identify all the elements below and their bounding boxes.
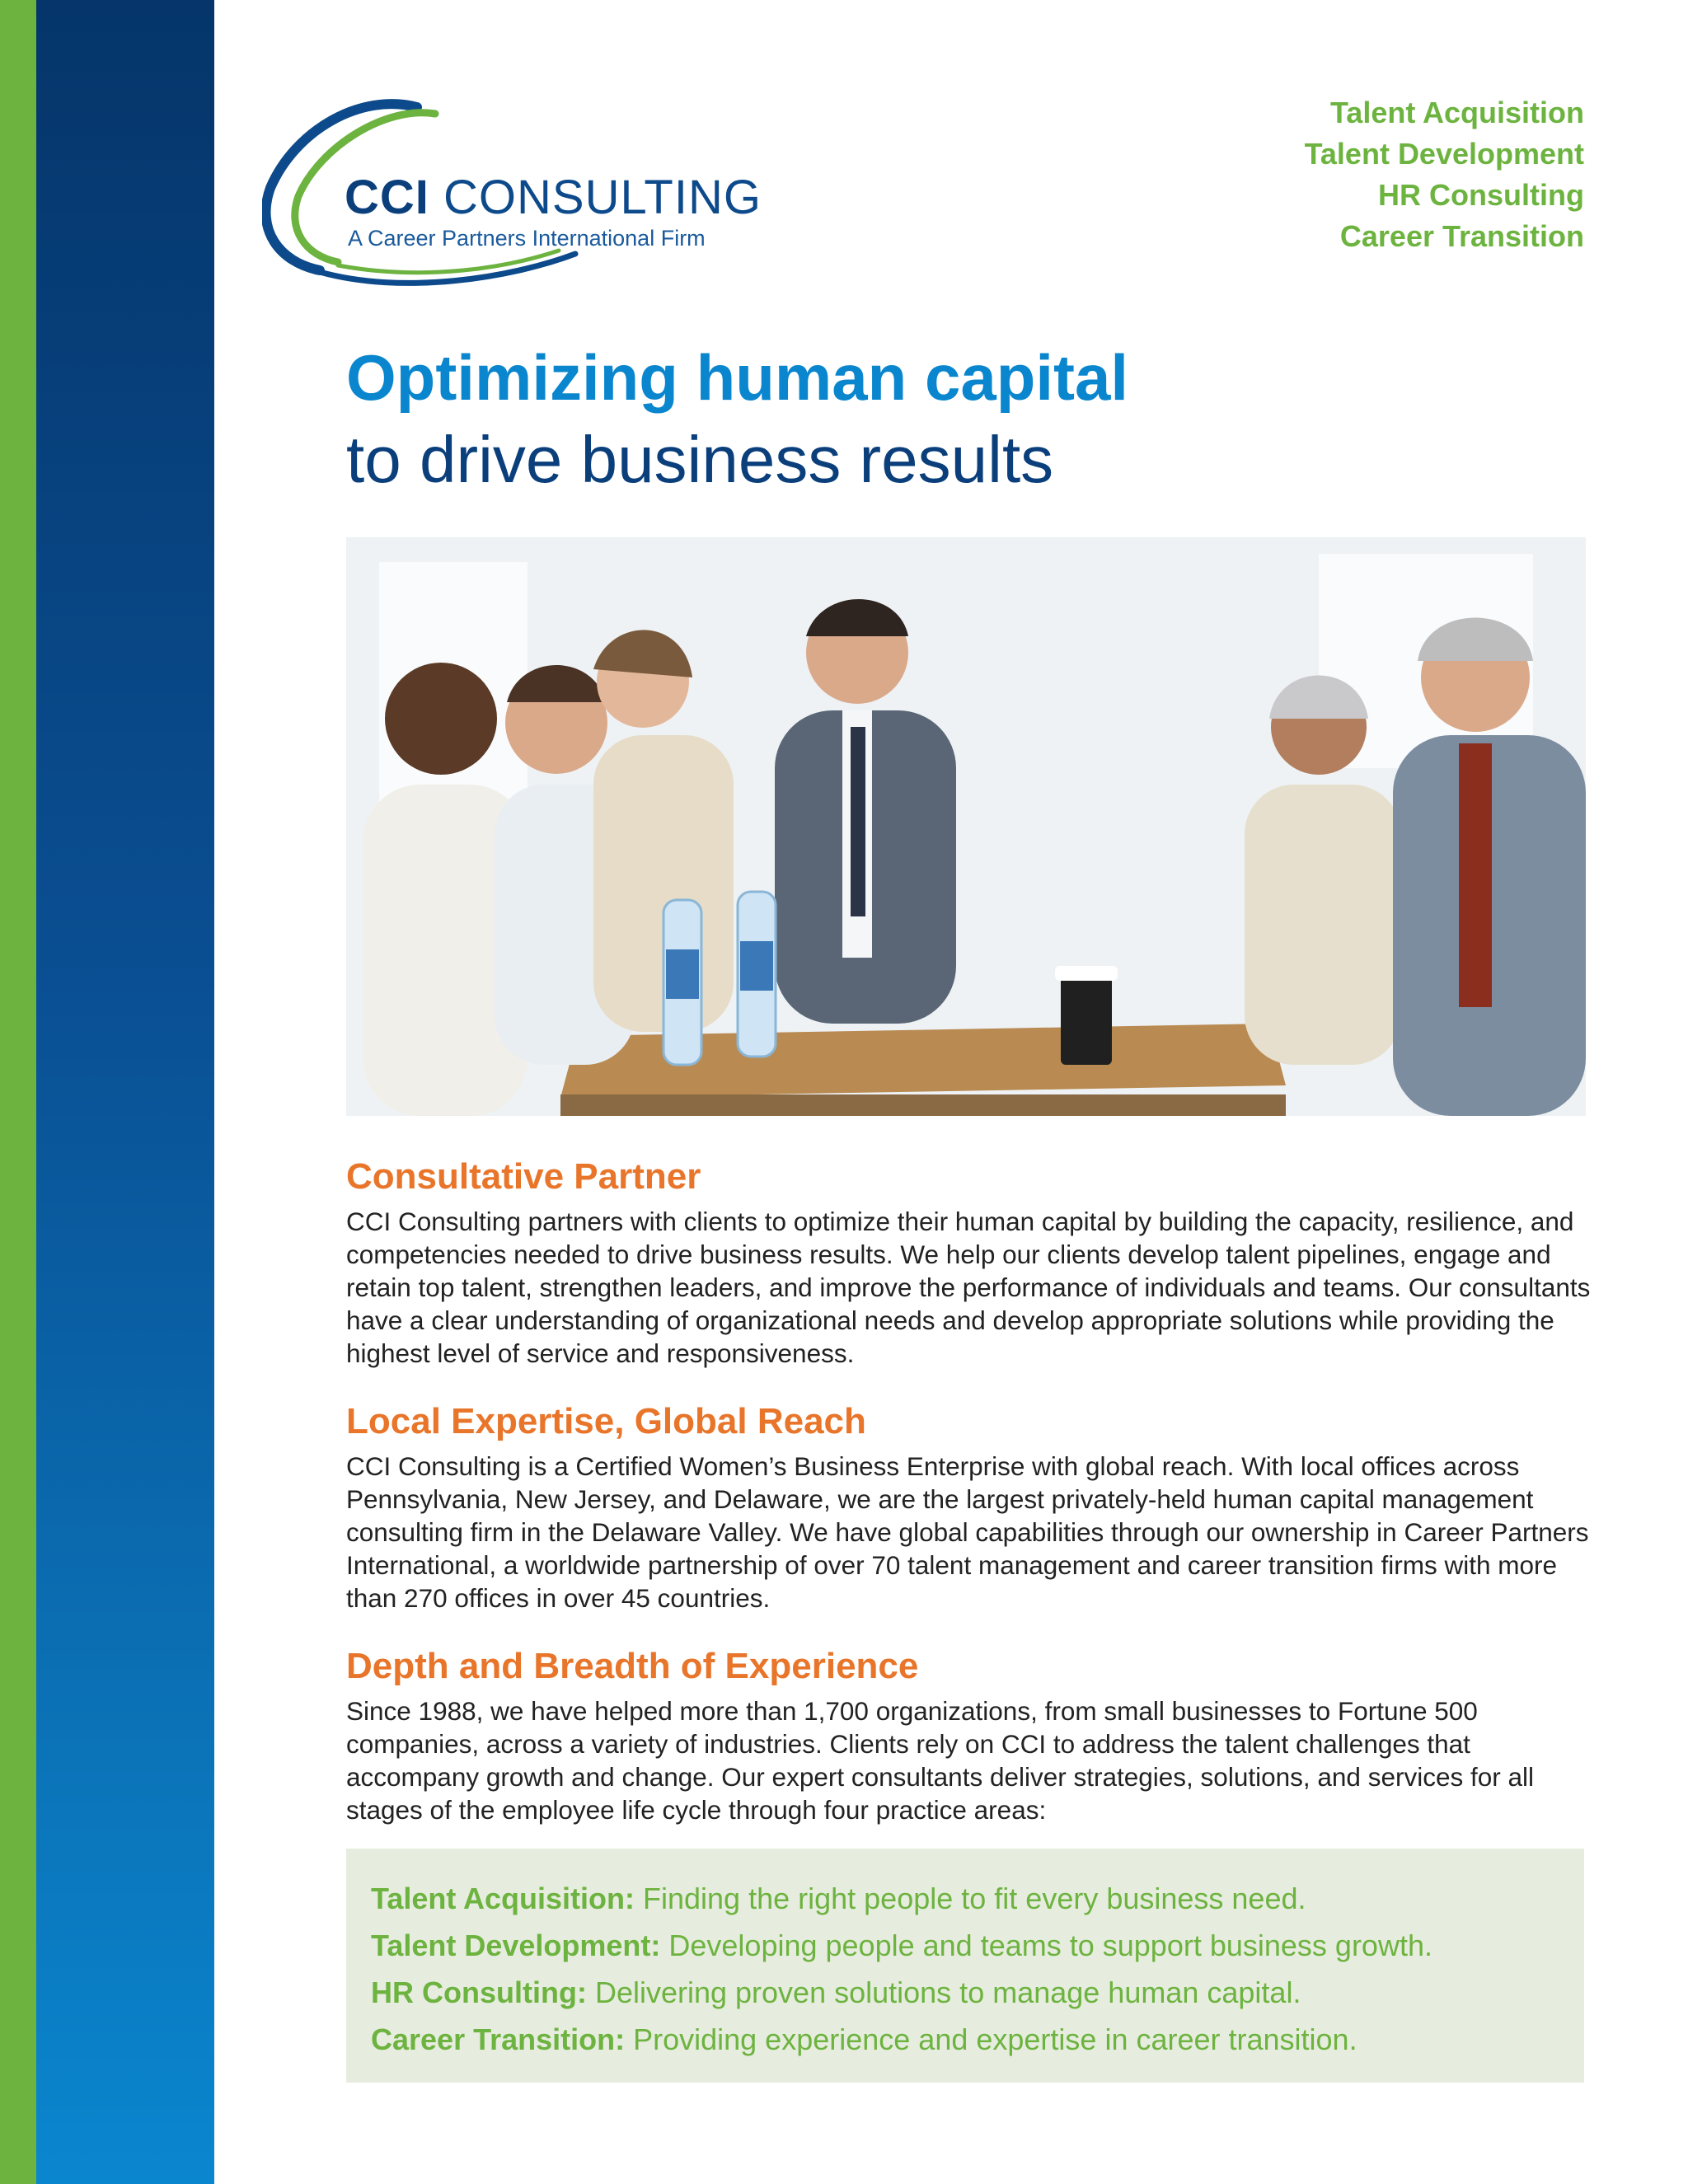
headline-line-2: to drive business results	[346, 423, 1054, 496]
practice-area-item	[371, 1875, 1432, 1922]
practice-area-label: Talent Acquisition:	[371, 1882, 635, 1915]
practice-area-description: Delivering proven solutions to manage human capital.	[586, 1975, 1301, 2009]
section-body-local-expertise: CCI Consulting is a Certified Women’s Business Enterprise with global reach. With local offices across Pennsylvania, New Jersey, and Delaware, we are the largest privately-held human capital management consulting firm in the Delaware Valley. We have global capabilities through our ownership in Career Partners International, a worldwide partnership of over 70 talent management and career transition firms with more than 270 offices in over 45 countries.	[346, 1451, 1589, 1613]
service-list	[1305, 92, 1584, 257]
page-headline	[346, 338, 1128, 503]
headline-line-1: Optimizing human capital	[346, 341, 1129, 414]
practice-areas-box	[346, 1849, 1584, 2083]
practice-area-description: Providing experience and expertise in career transition.	[625, 2022, 1357, 2056]
practice-area-description: Developing people and teams to support business growth.	[660, 1929, 1432, 1962]
service-item: Career Transition	[1339, 219, 1584, 253]
practice-area-item	[371, 1922, 1432, 1969]
team-illustration	[346, 537, 1586, 1116]
section-title-local-expertise: Local Expertise, Global Reach	[346, 1401, 866, 1441]
service-item: Talent Acquisition	[1329, 96, 1584, 129]
practice-areas-list	[371, 1875, 1432, 2063]
logo-tagline: A Career Partners International Firm	[348, 226, 706, 251]
left-blue-sidebar	[36, 0, 214, 2184]
practice-area-label: Talent Development:	[371, 1929, 661, 1962]
practice-area-description: Finding the right people to fit every business need.	[635, 1882, 1306, 1915]
logo-wordmark: CCI CONSULTING	[345, 171, 762, 224]
section-body-consultative-partner: CCI Consulting partners with clients to optimize their human capital by building the capacity, resilience, and competencies needed to drive business results. We help our clients develop talent pipelines, engage and retain top talent, strengthen leaders, and improve the performance of individuals and teams. Our consultants have a clear understanding of organizational needs and develop appropriate solutions while providing the highest level of service and responsiveness.	[346, 1207, 1591, 1368]
practice-area-label: Career Transition:	[371, 2022, 626, 2056]
practice-area-item	[371, 2016, 1432, 2063]
section-title-depth-breadth: Depth and Breadth of Experience	[346, 1646, 919, 1686]
service-item: Talent Development	[1304, 137, 1584, 171]
practice-area-label: HR Consulting:	[371, 1975, 587, 2009]
section-body-depth-breadth: Since 1988, we have helped more than 1,700 organizations, from small businesses to Fortune 500 companies, across a variety of industries. Clients rely on CCI to address the talent challenges that accompany growth and change. Our expert consultants deliver strategies, solutions, and services for all stages of the employee life cycle through four practice areas:	[346, 1696, 1535, 1825]
left-green-stripe	[0, 0, 36, 2184]
company-logo	[262, 97, 773, 295]
team-meeting-photo	[346, 537, 1586, 1116]
service-item: HR Consulting	[1378, 178, 1584, 212]
practice-area-item	[371, 1969, 1432, 2016]
section-title-consultative-partner: Consultative Partner	[346, 1156, 701, 1197]
